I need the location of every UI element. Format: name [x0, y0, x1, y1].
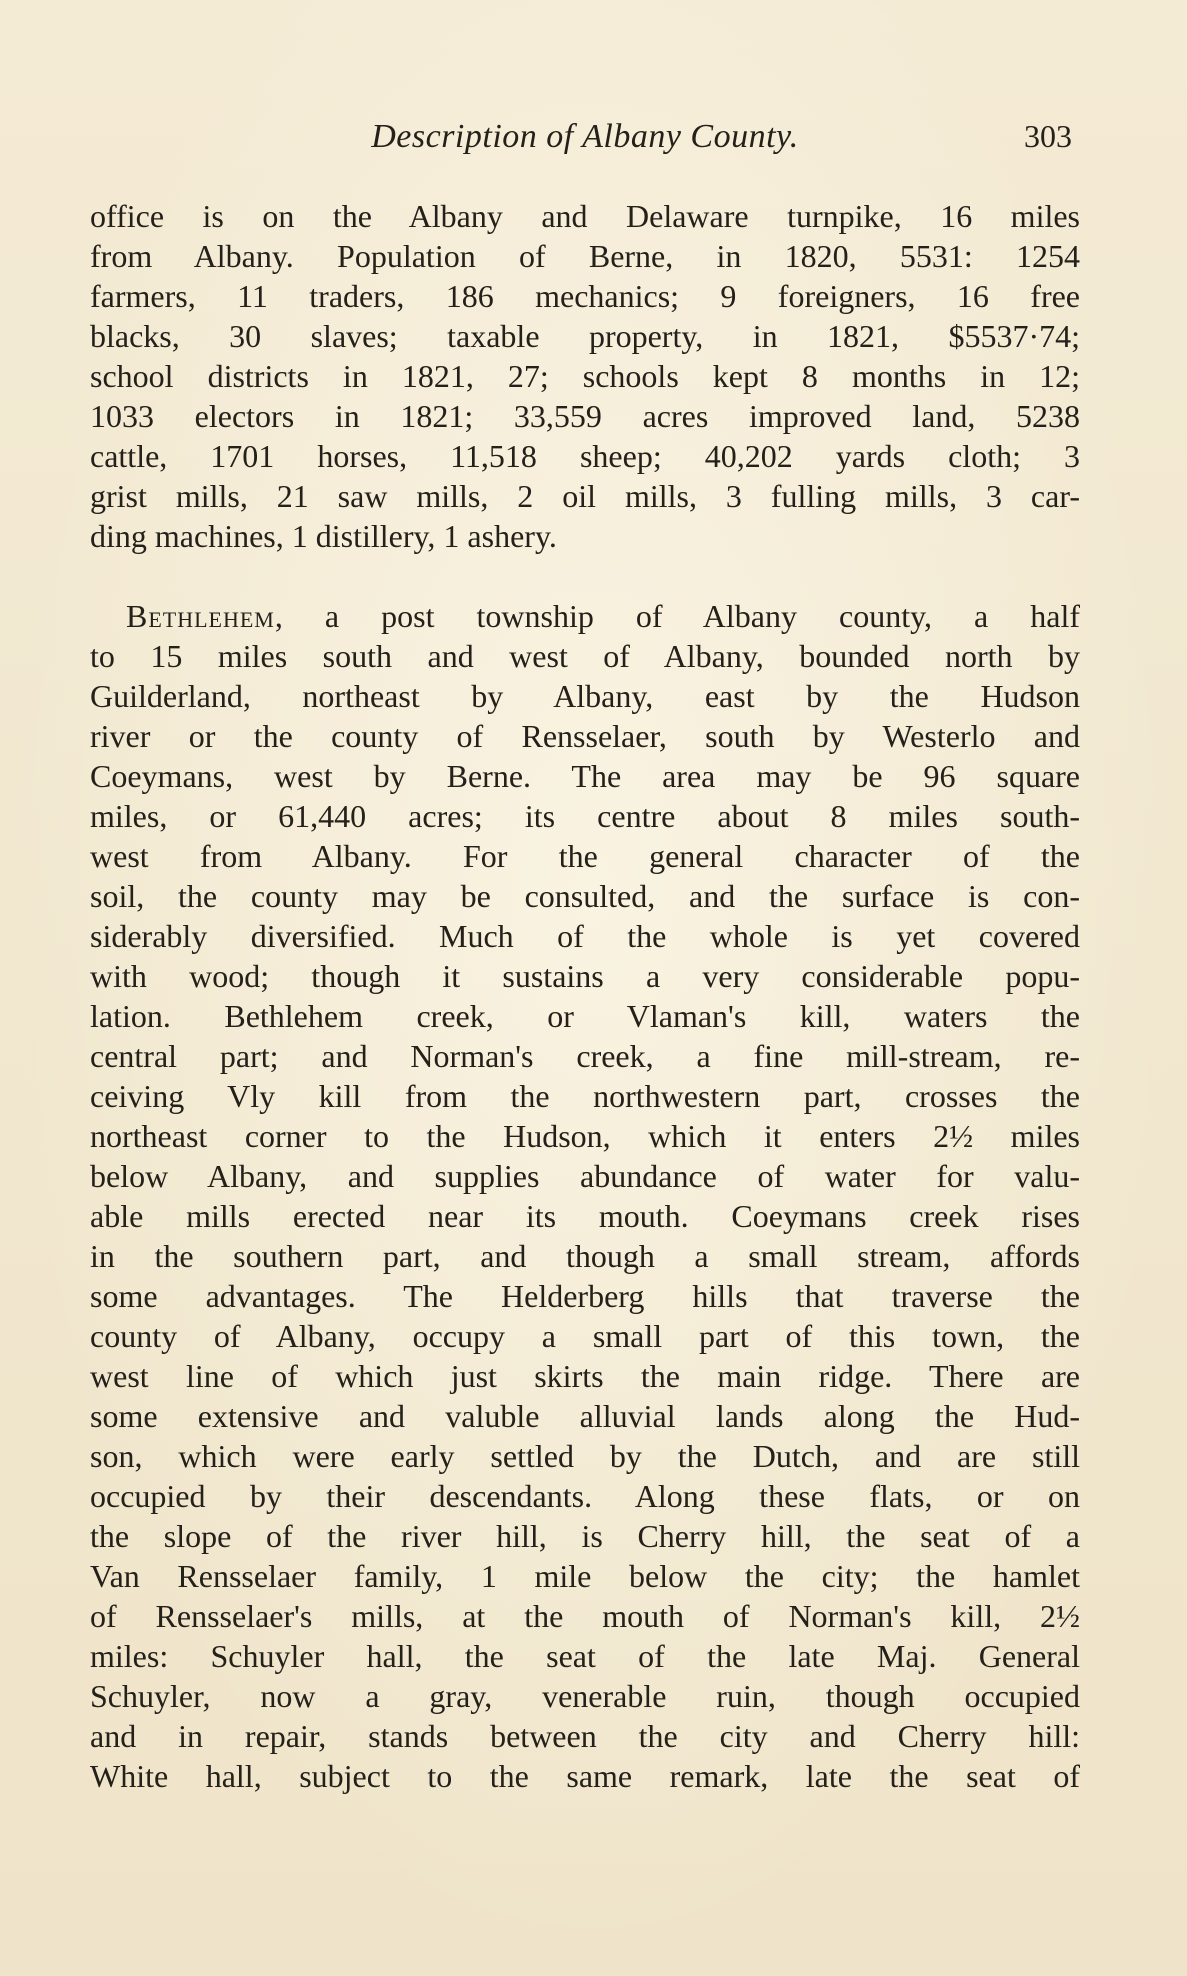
text-line: miles: Schuyler hall, the seat of the late Maj. General: [90, 1638, 1080, 1674]
text-line: farmers, 11 traders, 186 mechanics; 9 foreigners, 16 free: [90, 278, 1080, 314]
text-line: school districts in 1821, 27; schools kept 8 months in 12;: [90, 358, 1080, 394]
text-line: office is on the Albany and Delaware turnpike, 16 miles: [90, 198, 1080, 234]
text-line: the slope of the river hill, is Cherry hill, the seat of a: [90, 1518, 1080, 1554]
text-line: from Albany. Population of Berne, in 1820, 5531: 1254: [90, 238, 1080, 274]
text-line: west from Albany. For the general character of the: [90, 838, 1080, 874]
text-line: soil, the county may be consulted, and the surface is con-: [90, 878, 1080, 914]
text-line-first: [90, 596, 1080, 636]
text-line: river or the county of Rensselaer, south by Westerlo and: [90, 718, 1080, 754]
text-line: grist mills, 21 saw mills, 2 oil mills, 3 fulling mills, 3 car-: [90, 478, 1080, 514]
text-line: of Rensselaer's mills, at the mouth of Norman's kill, 2½: [90, 1598, 1080, 1634]
text-line: miles, or 61,440 acres; its centre about 8 miles south-: [90, 798, 1080, 834]
text-line: Schuyler, now a gray, venerable ruin, though occupied: [90, 1678, 1080, 1714]
text-line: with wood; though it sustains a very considerable popu-: [90, 958, 1080, 994]
text-line: central part; and Norman's creek, a fine mill-stream, re-: [90, 1038, 1080, 1074]
text-line: lation. Bethlehem creek, or Vlaman's kill, waters the: [90, 998, 1080, 1034]
text-line: west line of which just skirts the main ridge. There are: [90, 1358, 1080, 1394]
text-line: northeast corner to the Hudson, which it enters 2½ miles: [90, 1118, 1080, 1154]
running-title: Description of Albany County.: [371, 118, 799, 155]
page-number: 303: [1024, 118, 1072, 154]
text-line: siderably diversified. Much of the whole is yet covered: [90, 918, 1080, 954]
text-line: county of Albany, occupy a small part of this town, the: [90, 1318, 1080, 1354]
text-line: son, which were early settled by the Dutch, and are still: [90, 1438, 1080, 1474]
paragraph-bethlehem: [90, 596, 1080, 1796]
text-line: occupied by their descendants. Along these flats, or on: [90, 1478, 1080, 1514]
text-line: some extensive and valuble alluvial lands along the Hud-: [90, 1398, 1080, 1434]
text-line: Guilderland, northeast by Albany, east by the Hudson: [90, 678, 1080, 714]
entry-head-bethlehem: Bethlehem: [126, 598, 275, 634]
text-line: Van Rensselaer family, 1 mile below the city; the hamlet: [90, 1558, 1080, 1594]
entry-first-line-text: , a post township of Albany county, a half: [274, 598, 1080, 634]
text-line: 1033 electors in 1821; 33,559 acres improved land, 5238: [90, 398, 1080, 434]
text-line: in the southern part, and though a small stream, affords: [90, 1238, 1080, 1274]
text-line: ceiving Vly kill from the northwestern part, crosses the: [90, 1078, 1080, 1114]
text-line: to 15 miles south and west of Albany, bounded north by: [90, 638, 1080, 674]
text-line: ding machines, 1 distillery, 1 ashery.: [90, 518, 557, 554]
text-line: and in repair, stands between the city and Cherry hill:: [90, 1718, 1080, 1754]
text-line: below Albany, and supplies abundance of water for valu-: [90, 1158, 1080, 1194]
running-head: [90, 118, 1080, 162]
paragraph-berne-statistics: [90, 196, 1080, 556]
text-line: Coeymans, west by Berne. The area may be 96 square: [90, 758, 1080, 794]
text-line: blacks, 30 slaves; taxable property, in 1821, $5537·74;: [90, 318, 1080, 354]
text-line: some advantages. The Helderberg hills that traverse the: [90, 1278, 1080, 1314]
text-line: able mills erected near its mouth. Coeymans creek rises: [90, 1198, 1080, 1234]
text-line: White hall, subject to the same remark, late the seat of: [90, 1758, 1080, 1794]
text-line: cattle, 1701 horses, 11,518 sheep; 40,202 yards cloth; 3: [90, 438, 1080, 474]
